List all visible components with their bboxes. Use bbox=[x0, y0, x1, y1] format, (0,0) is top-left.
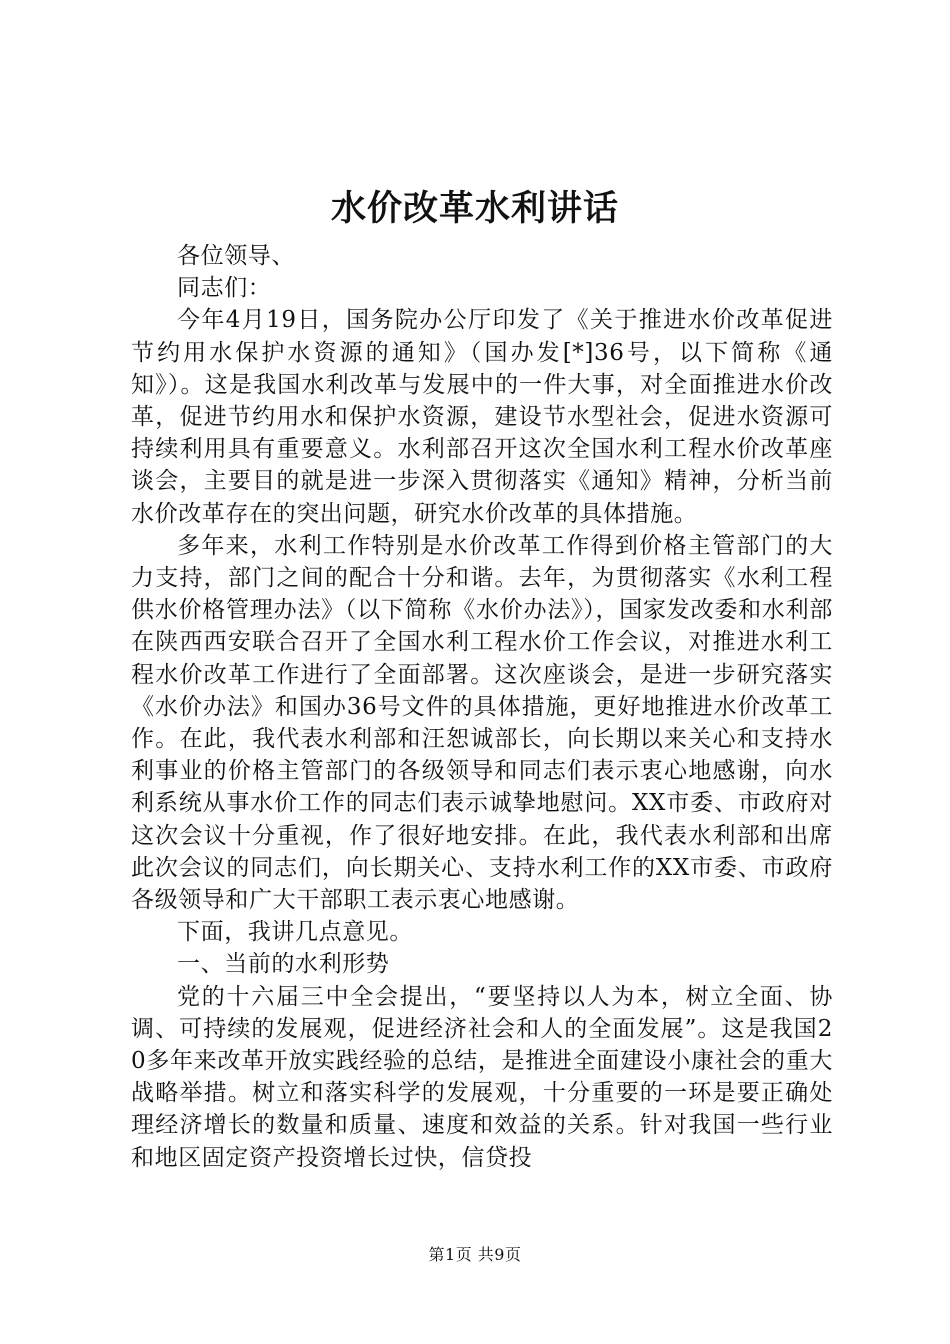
page-number-footer: 第1页 共9页 bbox=[428, 1245, 522, 1264]
document-body bbox=[131, 240, 833, 1174]
paragraph-support: 多年来，水利工作特别是水价改革工作得到价格主管部门的大力支持，部门之间的配合十分和谐。去年，为贯彻落实《水利工程供水价格管理办法》（以下简称《水价办法》），国家发改委和水利部在陕西西安联合召开了全国水利工程水价工作会议，对推进水利工程水价改革工作进行了全面部署。这次座谈会，是进一步研究落实《水价办法》和国办36号文件的具体措施，更好地推进水价改革工作。在此，我代表水利部和汪恕诚部长，向长期以来关心和支持水利事业的价格主管部门的各级领导和同志们表示衷心地感谢，向水利系统从事水价工作的同志们表示诚挚地慰问。XX市委、市政府对这次会议十分重视，作了很好地安排。在此，我代表水利部和出席此次会议的同志们，向长期关心、支持水利工作的XX市委、市政府各级领导和广大干部职工表示衷心地感谢。 bbox=[131, 532, 833, 914]
salutation-leaders: 各位领导、 bbox=[177, 243, 295, 269]
paragraph-development-view: 党的十六届三中全会提出，“要坚持以人为本，树立全面、协调、可持续的发展观，促进经济社会和人的全面发展”。这是我国20多年来改革开放实践经验的总结，是推进全面建设小康社会的重大战略举措。树立和落实科学的发展观，十分重要的一环是要正确处理经济增长的数量和质量、速度和效益的关系。针对我国一些行业和地区固定资产投资增长过快，信贷投 bbox=[131, 983, 833, 1171]
document-title: 水价改革水利讲话 bbox=[330, 188, 619, 229]
salutation-comrades: 同志们： bbox=[177, 275, 272, 302]
paragraph-notice: 今年4月19日，国务院办公厅印发了《关于推进水价改革促进节约用水保护水资源的通知》（国办发[*]36号，以下简称《通知》）。这是我国水利改革与发展中的一件大事，对全面推进水价改革，促进节约用水和保护水资源，建设节水型社会，促进水资源可持续利用具有重要意义。水利部召开这次全国水利工程水价改革座谈会，主要目的就是进一步深入贯彻落实《通知》精神，分析当前水价改革存在的突出问题，研究水价改革的具体措施。 bbox=[131, 307, 833, 527]
paragraph-opinions-intro: 下面，我讲几点意见。 bbox=[177, 919, 413, 946]
section-heading-1: 一、当前的水利形势 bbox=[177, 951, 390, 978]
